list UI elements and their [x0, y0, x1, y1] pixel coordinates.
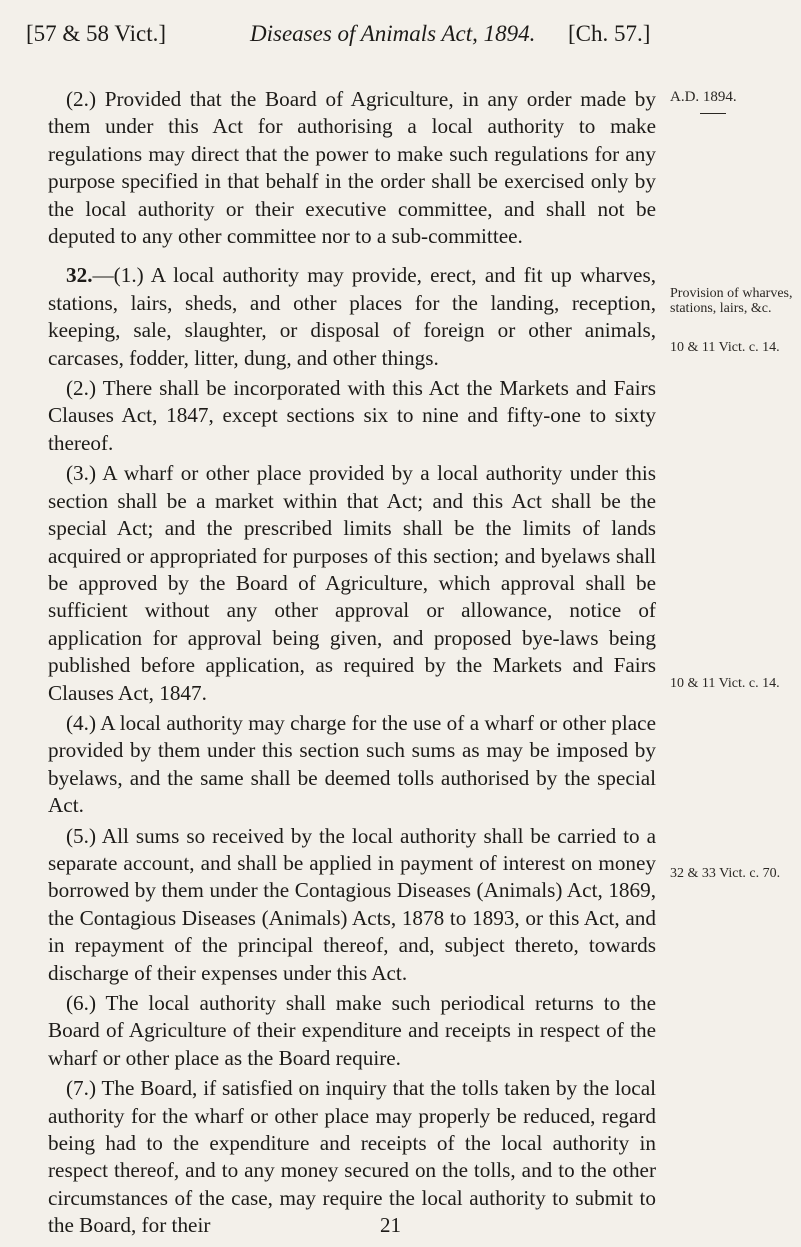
section-32-subsection-1 [48, 262, 656, 372]
section-32-subsection-5: (5.) All sums so received by the local authority shall be carried to a separate account, and shall be applied in payment of interest on money borrowed by them under the Contagious Diseases (Animals) Act, 1869, the Contagious Diseases (Animals) Acts, 1878 to 1893, or this Act, and in repayment of the principal thereof, and, subject thereto, towards discharge of their expenses under this Act. [48, 823, 656, 985]
paragraph-intro: (2.) Provided that the Board of Agriculture, in any order made by them under this Act for authorising a local authority to make regulations may direct that the power to make such regulations for any purpose specified in that behalf in the order shall be exercised only by the local authority or their executive committee, and shall not be deputed to any other committee nor to a sub-committee. [48, 87, 656, 249]
section-32-subsection-2: (2.) There shall be incorporated with this Act the Markets and Fairs Clauses Act, 1847, except sections six to nine and fifty-one to sixty thereof. [48, 376, 656, 455]
margin-note-reference: 32 & 33 Vict. c. 70. [670, 866, 781, 881]
header-chapter: [Ch. 57.] [568, 21, 651, 46]
header-act-title: Diseases of Animals Act, 1894. [250, 21, 536, 46]
section-32-subsection-3: (3.) A wharf or other place provided by a local authority under this section shall be a market within that Act; and this Act shall be the special Act; and the prescribed limits shall be the limits of lands acquired or appropriated for purposes of this section; and byelaws shall be approved by the Board of Agriculture, which approval shall be sufficient without any other approval or allowance, notice of application for approval being given, and proposed bye-laws being published before application, as required by the Markets and Fairs Clauses Act, 1847. [48, 461, 656, 705]
margin-year-text: A.D. 1894. [670, 89, 737, 105]
margin-note-reference: 10 & 11 Vict. c. 14. [670, 340, 780, 355]
page-number: 21 [380, 1213, 401, 1237]
section-32-subsection-6: (6.) The local authority shall make such periodical returns to the Board of Agriculture of their expenditure and receipts in respect of the wharf or other place as the Board require. [48, 991, 656, 1070]
section-32-subsection-7: (7.) The Board, if satisfied on inquiry that the tolls taken by the local authority for the wharf or other place may properly be reduced, regard being had to the expenditure and receipts of the local authority in respect thereof, and to any money secured on the tolls, and to the other circumstances of the case, may require the local authority to submit to the Board, for their [48, 1076, 656, 1238]
margin-note-provision: Provision of wharves, stations, lairs, &c. [670, 286, 793, 316]
header-regnal-year: [57 & 58 Vict.] [26, 21, 167, 46]
section-32-subsection-4: (4.) A local authority may charge for the use of a wharf or other place provided by them under this section such sums as may be imposed by byelaws, and the same shall be deemed tolls authorised by the special Act. [48, 710, 656, 818]
margin-note-reference: 10 & 11 Vict. c. 14. [670, 676, 780, 691]
margin-divider [700, 113, 726, 114]
margin-note-year [670, 90, 798, 114]
running-header [26, 16, 726, 52]
section-number: 32. [66, 263, 93, 288]
body-text [48, 86, 656, 1240]
section-text: —(1.) A local authority may provide, erect, and fit up wharves, stations, lairs, sheds, and other places for the landing, reception, keeping, sale, slaughter, or disposal of foreign or other animals, carcases, fodder, litter, dung, and other things. [48, 263, 656, 370]
